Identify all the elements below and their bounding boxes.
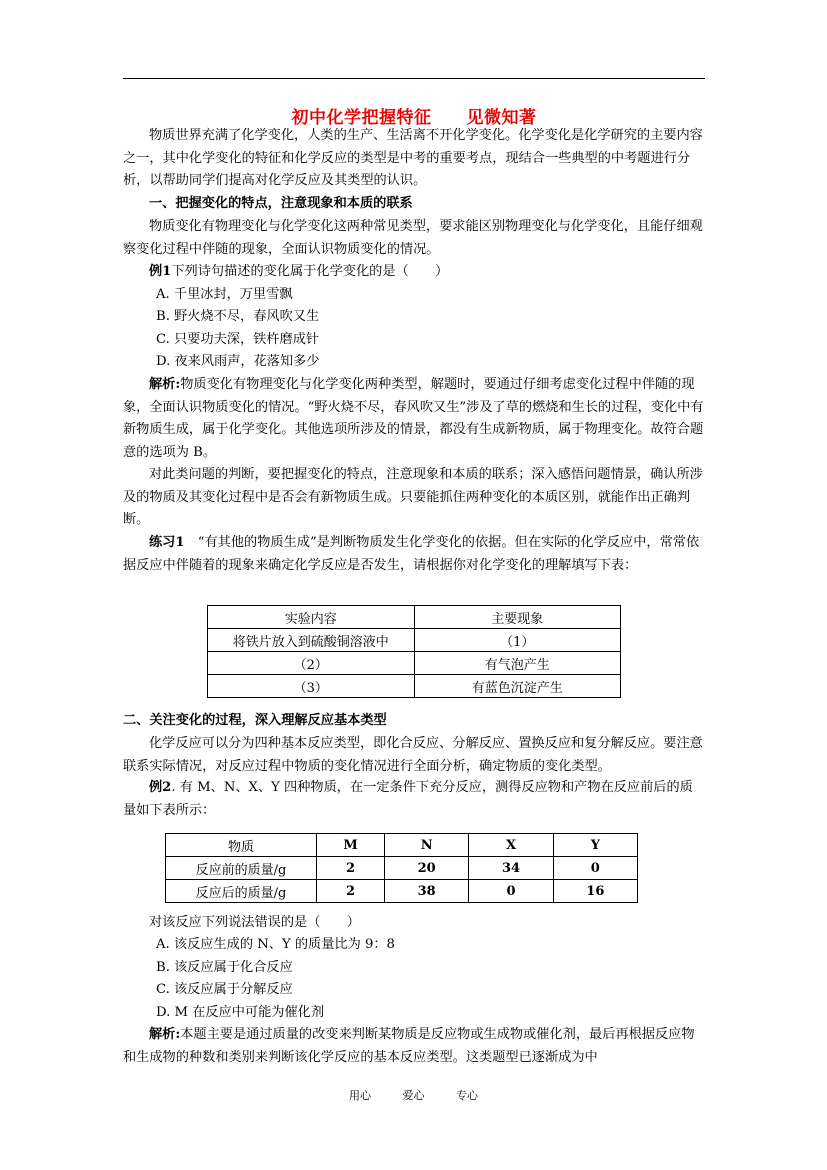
table-row — [166, 880, 638, 903]
table-cell: （3） — [208, 675, 415, 698]
summary1: 对此类问题的判断，要把握变化的特点，注意现象和本质的联系；深入感悟问题情景，确认所涉及的物质及其变化过程中是否会有新物质生成。只要能抓住两种变化的本质区别，就能作出正确判断。 — [123, 467, 703, 528]
table-cell: 有气泡产生 — [414, 652, 621, 675]
analysis1-text: 物质变化有物理变化与化学变化两种类型，解题时，要通过仔细考虑变化过程中伴随的现象，全面认识物质变化的情况。“野火烧不尽，春风吹又生”涉及了草的燃烧和生长的过程，变化中有新物质生成，属于化学变化。其他选项所涉及的情景，都没有生成新物质，属于物理变化。故符合题意的选项为 B。 — [123, 377, 704, 460]
table-header-cell: Y — [553, 834, 637, 857]
table-cell: 34 — [469, 857, 553, 880]
example1-option-a: A. 千里冰封，万里雪飘 — [156, 287, 293, 302]
table-header-cell: 物质 — [166, 834, 317, 857]
page-title: 初中化学把握特征 见微知著 — [291, 108, 537, 128]
section2-text: 化学反应可以分为四种基本反应类型，即化合反应、分解反应、置换反应和复分解反应。要注意联系实际情况，对反应过程中物质的变化情况进行全面分析，确定物质的变化类型。 — [123, 736, 703, 774]
table-cell: （1） — [414, 629, 621, 652]
table-row — [208, 606, 621, 629]
table-row — [166, 834, 638, 857]
table-cell: 有蓝色沉淀产生 — [414, 675, 621, 698]
table-cell: 38 — [385, 880, 469, 903]
example2-label: 例2 — [149, 780, 172, 795]
example1 — [123, 261, 705, 284]
example2-table — [165, 833, 638, 903]
example1-option-d: D. 夜来风雨声，花落知多少 — [156, 354, 320, 369]
table-cell: 0 — [469, 880, 553, 903]
table-row — [208, 629, 621, 652]
table-cell: 2 — [317, 857, 385, 880]
exercise1 — [123, 532, 705, 577]
example2-text: . 有 M、N、X、Y 四种物质，在一定条件下充分反应，测得反应物和产物在反应前后的质量如下表所示： — [123, 780, 693, 818]
table-header-cell: X — [469, 834, 553, 857]
table-cell: 20 — [385, 857, 469, 880]
example2-option-b: B. 该反应属于化合反应 — [156, 960, 293, 975]
table-cell: 反应后的质量/g — [166, 880, 317, 903]
table-header-cell: 实验内容 — [208, 606, 415, 629]
example1-option-b: B. 野火烧不尽，春风吹又生 — [156, 309, 320, 324]
analysis1 — [123, 374, 705, 464]
table-cell: 将铁片放入到硫酸铜溶液中 — [208, 629, 415, 652]
analysis2 — [123, 1024, 705, 1069]
table-row — [208, 675, 621, 698]
exercise1-text: “有其他的物质生成”是判断物质发生化学变化的依据。但在实际的化学反应中，常常依据反应中伴随着的现象来确定化学反应是否发生，请根据你对化学变化的理解填写下表： — [123, 535, 700, 573]
analysis2-text: 本题主要是通过质量的改变来判断某物质是反应物或生成物或催化剂，最后再根据反应物和生成物的种数和类别来判断该化学反应的基本反应类型。这类题型已逐渐成为中 — [123, 1027, 695, 1065]
example1-text: 下列诗句描述的变化属于化学变化的是（ ） — [171, 264, 449, 279]
table-row — [208, 652, 621, 675]
table-row — [166, 857, 638, 880]
page-footer — [0, 1087, 827, 1103]
footer-item: 用心 — [349, 1089, 371, 1102]
section1-text: 物质变化有物理变化与化学变化这两种常见类型，要求能区别物理变化与化学变化，且能仔细观察变化过程中伴随的现象，全面认识物质变化的情况。 — [123, 219, 703, 257]
example2 — [123, 777, 705, 822]
table-cell: 0 — [553, 857, 637, 880]
analysis1-label: 解析: — [149, 377, 181, 392]
table-header-cell: 主要现象 — [414, 606, 621, 629]
table-header-cell: M — [317, 834, 385, 857]
section2-heading: 二、关注变化的过程，深入理解反应基本类型 — [123, 713, 387, 728]
example2-option-a: A. 该反应生成的 N、Y 的质量比为 9：8 — [156, 937, 395, 952]
intro-paragraph: 物质世界充满了化学变化，人类的生产、生活离不开化学变化。化学变化是化学研究的主要内容之一，其中化学变化的特征和化学反应的类型是中考的重要考点，现结合一些典型的中考题进行分析，以帮助同学们提高对化学反应及其类型的认识。 — [123, 128, 703, 189]
analysis2-label: 解析: — [149, 1027, 181, 1042]
example1-option-c: C. 只要功夫深，铁杵磨成针 — [156, 332, 320, 347]
exercise1-table — [207, 605, 621, 698]
table-cell: 2 — [317, 880, 385, 903]
example2-question: 对该反应下列说法错误的是（ ） — [149, 915, 360, 930]
table-cell: 反应前的质量/g — [166, 857, 317, 880]
section1-heading: 一、把握变化的特点，注意现象和本质的联系 — [149, 196, 413, 211]
footer-item: 爱心 — [402, 1089, 425, 1102]
header-rule — [123, 78, 705, 79]
example2-option-c: C. 该反应属于分解反应 — [156, 982, 293, 997]
table-cell: 16 — [553, 880, 637, 903]
footer-item: 专心 — [456, 1089, 478, 1102]
table-header-cell: N — [385, 834, 469, 857]
exercise1-label: 练习1 — [149, 535, 185, 550]
example2-option-d: D. M 在反应中可能为催化剂 — [156, 1005, 325, 1020]
example1-label: 例1 — [149, 264, 172, 279]
table-cell: （2） — [208, 652, 415, 675]
